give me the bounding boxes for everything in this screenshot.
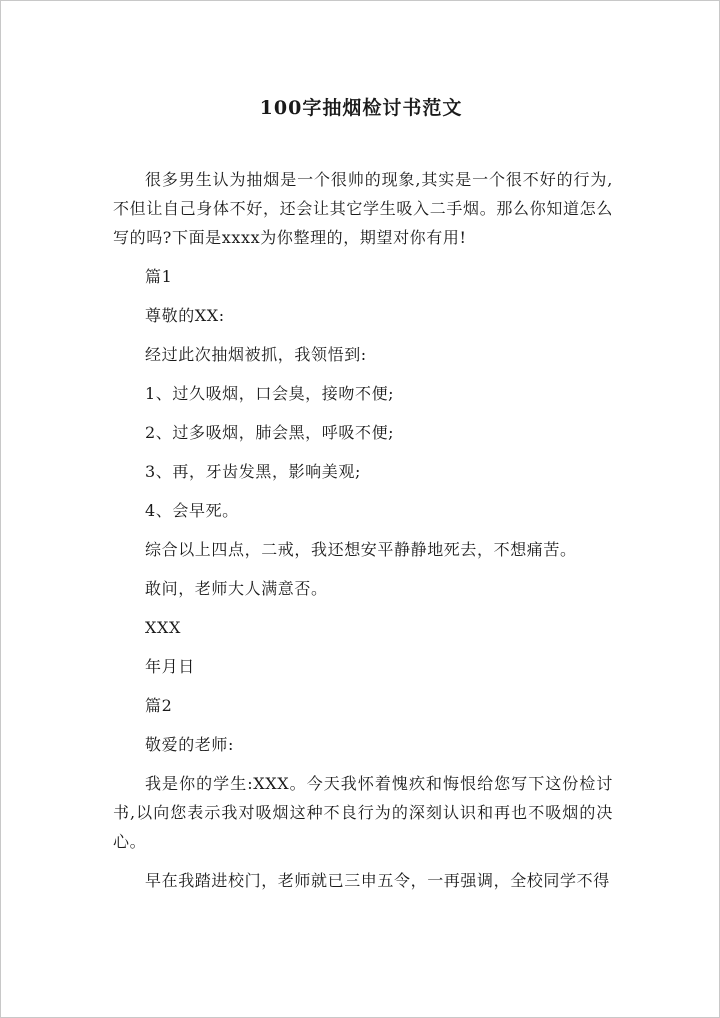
list-item: 1、过久吸烟，口会臭，接吻不便; <box>145 384 395 403</box>
section-heading-1: 篇1 <box>145 267 173 286</box>
list-item: 3、再，牙齿发黑，影响美观; <box>145 462 361 481</box>
summary-line: 综合以上四点，二戒，我还想安平静静地死去，不想痛苦。 <box>145 540 577 559</box>
lead-line: 经过此次抽烟被抓，我领悟到: <box>145 345 367 364</box>
question-line: 敢问，老师大人满意否。 <box>145 579 328 598</box>
signature: XXX <box>145 618 181 637</box>
date-line: 年月日 <box>145 657 195 676</box>
list-item: 2、过多吸烟，肺会黑，呼吸不便; <box>145 423 395 442</box>
section2-paragraph-1: 我是你的学生:XXX。今天我怀着愧疚和悔恨给您写下这份检讨书,以向您表示我对吸烟这种不良行为的深刻认识和再也不吸烟的决心。 <box>113 774 613 851</box>
salutation-2: 敬爱的老师: <box>145 735 234 754</box>
intro-paragraph: 很多男生认为抽烟是一个很帅的现象,其实是一个很不好的行为,不但让自己身体不好，还会让其它学生吸入二手烟。那么你知道怎么写的吗?下面是xxxx为你整理的，期望对你有用! <box>113 170 613 247</box>
document-title: 100字抽烟检讨书范文 <box>259 97 463 119</box>
document-body <box>113 165 613 905</box>
section2-paragraph-2: 早在我踏进校门，老师就已三申五令，一再强调，全校同学不得 <box>145 871 610 890</box>
section-heading-2: 篇2 <box>145 696 173 715</box>
list-item: 4、会早死。 <box>145 501 239 520</box>
salutation-1: 尊敬的XX: <box>145 306 225 325</box>
